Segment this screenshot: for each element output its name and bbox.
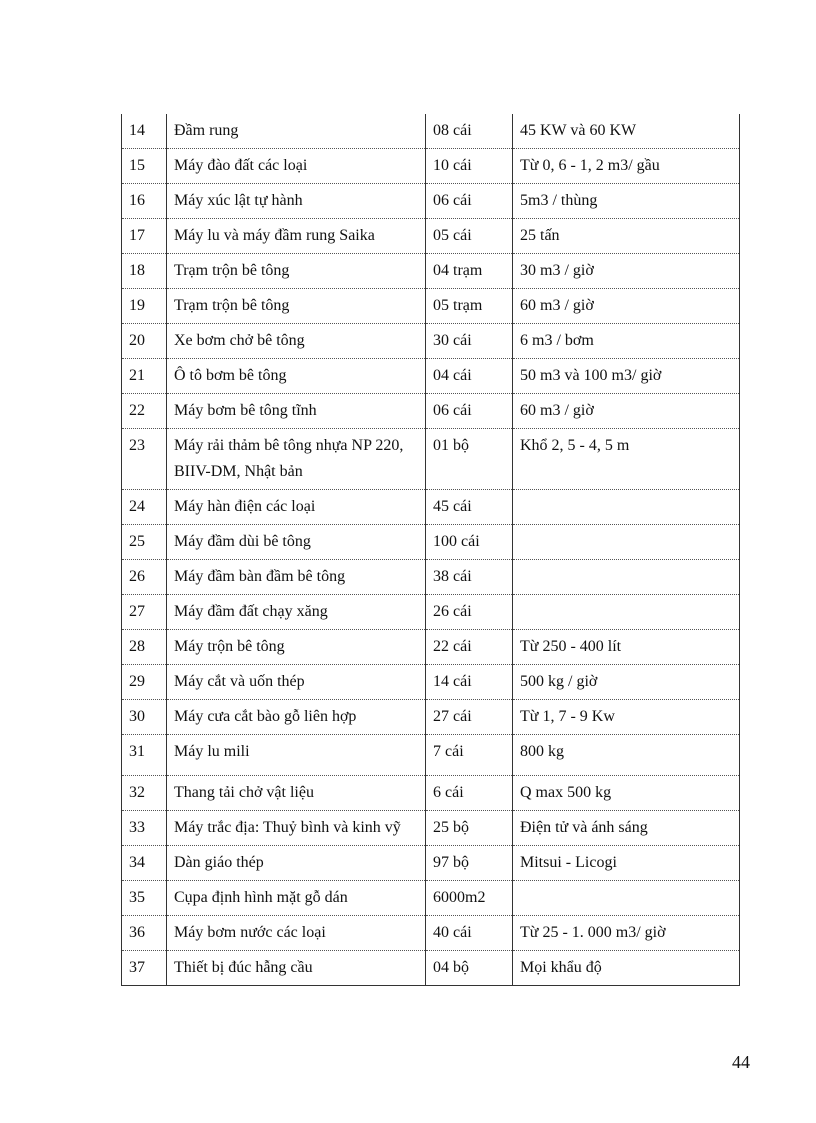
equipment-spec: Từ 0, 6 - 1, 2 m3/ gầu [513, 149, 740, 184]
equipment-name: Thiết bị đúc hẫng cầu [167, 951, 426, 986]
equipment-spec: 30 m3 / giờ [513, 254, 740, 289]
equipment-name: Máy xúc lật tự hành [167, 184, 426, 219]
equipment-quantity: 04 cái [426, 359, 513, 394]
equipment-quantity: 10 cái [426, 149, 513, 184]
equipment-name: Máy bơm nước các loại [167, 916, 426, 951]
table-row [122, 560, 740, 595]
table-row [122, 951, 740, 986]
equipment-quantity: 7 cái [426, 735, 513, 776]
row-number: 24 [122, 490, 167, 525]
equipment-spec: Từ 25 - 1. 000 m3/ giờ [513, 916, 740, 951]
equipment-spec: 60 m3 / giờ [513, 394, 740, 429]
equipment-quantity: 6 cái [426, 776, 513, 811]
equipment-quantity: 04 trạm [426, 254, 513, 289]
table-row [122, 324, 740, 359]
equipment-quantity: 05 cái [426, 219, 513, 254]
equipment-name: Máy trắc địa: Thuỷ bình và kinh vỹ [167, 811, 426, 846]
equipment-quantity: 38 cái [426, 560, 513, 595]
row-number: 14 [122, 114, 167, 149]
table-row [122, 429, 740, 490]
row-number: 31 [122, 735, 167, 776]
page-number: 44 [732, 1052, 750, 1072]
row-number: 25 [122, 525, 167, 560]
row-number: 17 [122, 219, 167, 254]
equipment-name: Máy lu mili [167, 735, 426, 776]
table-row [122, 394, 740, 429]
equipment-quantity: 08 cái [426, 114, 513, 149]
equipment-name: Máy đầm đất chạy xăng [167, 595, 426, 630]
table-row [122, 665, 740, 700]
equipment-quantity: 05 trạm [426, 289, 513, 324]
table-row [122, 811, 740, 846]
equipment-name: Máy trộn bê tông [167, 630, 426, 665]
equipment-spec: Từ 250 - 400 lít [513, 630, 740, 665]
equipment-spec: 500 kg / giờ [513, 665, 740, 700]
equipment-name: Máy đào đất các loại [167, 149, 426, 184]
equipment-quantity: 06 cái [426, 184, 513, 219]
equipment-name: Cụpa định hình mặt gỗ dán [167, 881, 426, 916]
equipment-name: Trạm trộn bê tông [167, 254, 426, 289]
equipment-quantity: 04 bộ [426, 951, 513, 986]
table-row [122, 359, 740, 394]
equipment-name: Máy hàn điện các loại [167, 490, 426, 525]
table-row [122, 525, 740, 560]
row-number: 21 [122, 359, 167, 394]
row-number: 22 [122, 394, 167, 429]
equipment-spec: 25 tấn [513, 219, 740, 254]
equipment-name: Máy cưa cắt bào gỗ liên hợp [167, 700, 426, 735]
equipment-name: Dàn giáo thép [167, 846, 426, 881]
equipment-spec: 45 KW và 60 KW [513, 114, 740, 149]
table-row [122, 630, 740, 665]
equipment-spec [513, 881, 740, 916]
equipment-name: Máy rải thảm bê tông nhựa NP 220, BIIV-DM, Nhật bản [167, 429, 426, 490]
equipment-spec: Khổ 2, 5 - 4, 5 m [513, 429, 740, 490]
equipment-spec: Từ 1, 7 - 9 Kw [513, 700, 740, 735]
row-number: 34 [122, 846, 167, 881]
equipment-quantity: 22 cái [426, 630, 513, 665]
row-number: 27 [122, 595, 167, 630]
row-number: 32 [122, 776, 167, 811]
equipment-name: Máy đầm dùi bê tông [167, 525, 426, 560]
row-number: 16 [122, 184, 167, 219]
equipment-name: Máy đầm bàn đầm bê tông [167, 560, 426, 595]
equipment-table [121, 114, 740, 986]
equipment-quantity: 45 cái [426, 490, 513, 525]
equipment-quantity: 26 cái [426, 595, 513, 630]
row-number: 15 [122, 149, 167, 184]
table-row [122, 776, 740, 811]
table-row [122, 846, 740, 881]
row-number: 23 [122, 429, 167, 490]
equipment-spec: Mitsui - Licogi [513, 846, 740, 881]
equipment-table-body [122, 114, 740, 986]
table-row [122, 735, 740, 776]
equipment-spec [513, 560, 740, 595]
row-number: 30 [122, 700, 167, 735]
equipment-quantity: 100 cái [426, 525, 513, 560]
equipment-spec [513, 595, 740, 630]
table-row [122, 490, 740, 525]
row-number: 18 [122, 254, 167, 289]
equipment-name: Máy cắt và uốn thép [167, 665, 426, 700]
equipment-spec: 6 m3 / bơm [513, 324, 740, 359]
table-row [122, 149, 740, 184]
equipment-name: Máy bơm bê tông tĩnh [167, 394, 426, 429]
equipment-quantity: 01 bộ [426, 429, 513, 490]
equipment-name: Thang tải chở vật liệu [167, 776, 426, 811]
equipment-spec: 800 kg [513, 735, 740, 776]
row-number: 26 [122, 560, 167, 595]
equipment-spec: Mọi khẩu độ [513, 951, 740, 986]
equipment-name: Trạm trộn bê tông [167, 289, 426, 324]
equipment-quantity: 27 cái [426, 700, 513, 735]
row-number: 20 [122, 324, 167, 359]
equipment-spec [513, 525, 740, 560]
equipment-spec: 50 m3 và 100 m3/ giờ [513, 359, 740, 394]
table-row [122, 114, 740, 149]
row-number: 33 [122, 811, 167, 846]
row-number: 35 [122, 881, 167, 916]
row-number: 29 [122, 665, 167, 700]
equipment-quantity: 14 cái [426, 665, 513, 700]
table-row [122, 184, 740, 219]
equipment-spec [513, 490, 740, 525]
equipment-quantity: 25 bộ [426, 811, 513, 846]
equipment-quantity: 97 bộ [426, 846, 513, 881]
equipment-spec: Q max 500 kg [513, 776, 740, 811]
equipment-name: Máy lu và máy đầm rung Saika [167, 219, 426, 254]
equipment-name: Ô tô bơm bê tông [167, 359, 426, 394]
equipment-quantity: 30 cái [426, 324, 513, 359]
table-row [122, 219, 740, 254]
row-number: 36 [122, 916, 167, 951]
equipment-quantity: 40 cái [426, 916, 513, 951]
row-number: 28 [122, 630, 167, 665]
table-row [122, 254, 740, 289]
equipment-name: Xe bơm chở bê tông [167, 324, 426, 359]
equipment-spec: Điện tử và ánh sáng [513, 811, 740, 846]
table-row [122, 700, 740, 735]
table-row [122, 289, 740, 324]
equipment-spec: 5m3 / thùng [513, 184, 740, 219]
row-number: 37 [122, 951, 167, 986]
equipment-quantity: 06 cái [426, 394, 513, 429]
equipment-name: Đầm rung [167, 114, 426, 149]
row-number: 19 [122, 289, 167, 324]
table-row [122, 881, 740, 916]
equipment-spec: 60 m3 / giờ [513, 289, 740, 324]
table-row [122, 595, 740, 630]
table-row [122, 916, 740, 951]
equipment-quantity: 6000m2 [426, 881, 513, 916]
